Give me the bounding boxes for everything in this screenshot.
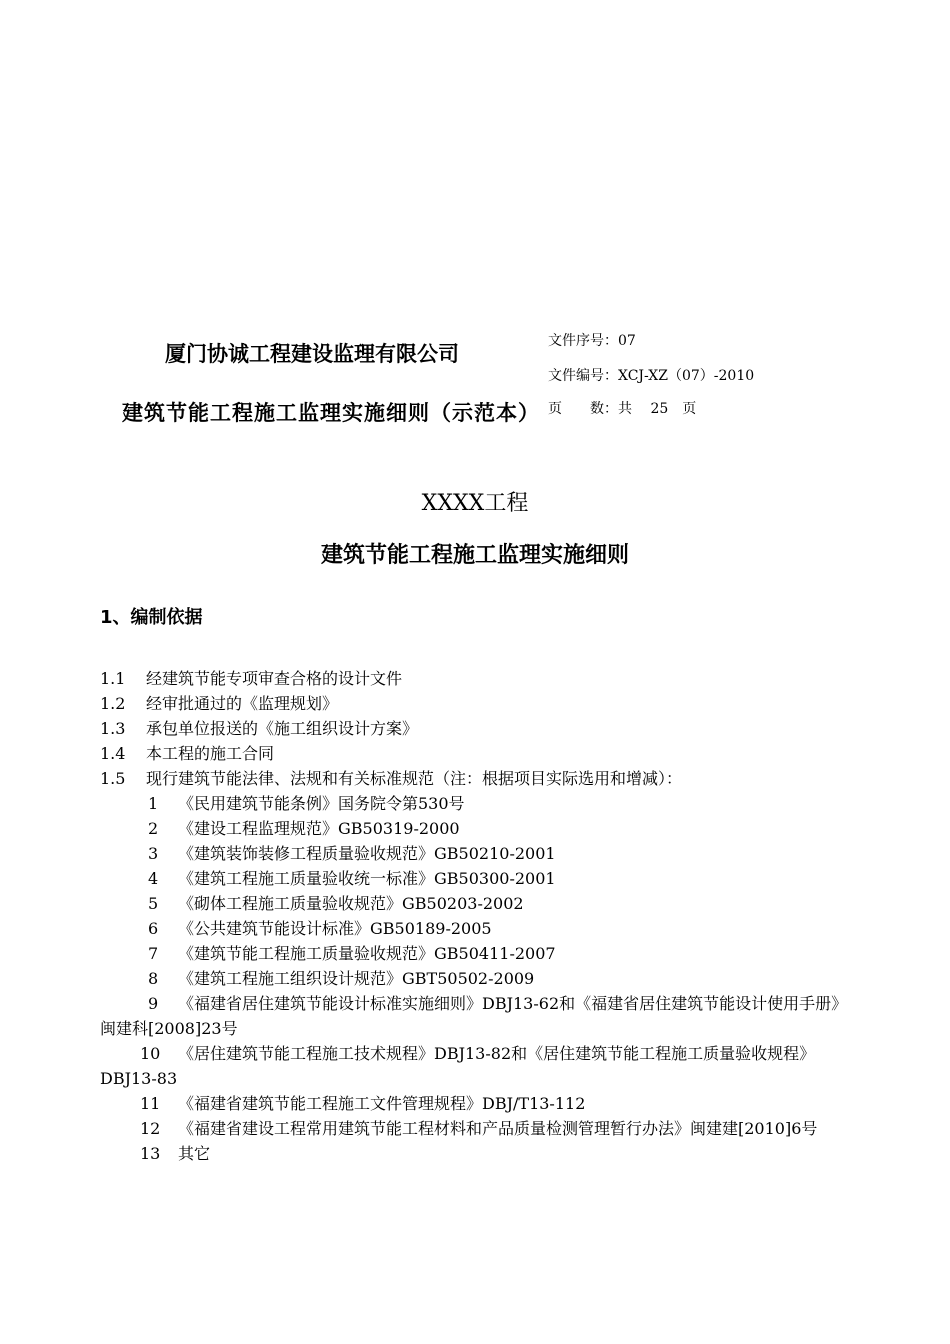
item-number: 1.2 xyxy=(100,694,126,713)
standard-item xyxy=(100,841,852,866)
standard-text: 《建设工程监理规范》GB50319-2000 xyxy=(178,819,460,838)
standard-number: 3 xyxy=(148,844,159,863)
standard-text: 《砌体工程施工质量验收规范》GB50203-2002 xyxy=(178,894,524,913)
standard-item xyxy=(100,1141,852,1166)
item-number: 1.1 xyxy=(100,669,126,688)
standard-text: 《居住建筑节能工程施工技术规程》DBJ13-82和《居住建筑节能工程施工质量验收规程》DBJ13-83 xyxy=(100,1044,816,1088)
list-item xyxy=(100,716,852,741)
standard-text: 《民用建筑节能条例》国务院令第530号 xyxy=(178,794,465,813)
basis-list xyxy=(100,666,852,1166)
standard-item xyxy=(100,866,852,891)
standard-item xyxy=(100,791,852,816)
list-item xyxy=(100,691,852,716)
standard-number: 11 xyxy=(140,1094,161,1113)
item-number: 1.3 xyxy=(100,719,126,738)
standard-number: 2 xyxy=(148,819,159,838)
item-text: 经审批通过的《监理规划》 xyxy=(146,694,339,713)
standard-text: 《建筑节能工程施工质量验收规范》GB50411-2007 xyxy=(178,944,556,963)
standard-item xyxy=(100,966,852,991)
item-number: 1.4 xyxy=(100,744,126,763)
section-heading: 1、编制依据 xyxy=(100,607,203,628)
standard-number: 9 xyxy=(148,994,159,1013)
standard-text: 《福建省建筑节能工程施工文件管理规程》DBJ/T13-112 xyxy=(178,1094,586,1113)
standard-item xyxy=(100,1116,852,1141)
standard-item xyxy=(100,941,852,966)
file-code: 文件编号：XCJ-XZ（07）-2010 xyxy=(548,368,755,384)
standard-text: 《建筑工程施工组织设计规范》GBT50502-2009 xyxy=(178,969,535,988)
item-text: 现行建筑节能法律、法规和有关标准规范（注：根据项目实际选用和增减）： xyxy=(146,769,683,788)
standard-item xyxy=(100,891,852,916)
page-count: 页 数：共 25 页 xyxy=(548,401,697,417)
standard-item xyxy=(100,916,852,941)
item-text: 承包单位报送的《施工组织设计方案》 xyxy=(146,719,419,738)
standard-text: 《建筑装饰装修工程质量验收规范》GB50210-2001 xyxy=(178,844,556,863)
document-title: 建筑节能工程施工监理实施细则 xyxy=(320,543,629,568)
standard-number: 6 xyxy=(148,919,159,938)
list-item xyxy=(100,741,852,766)
standard-number: 12 xyxy=(140,1119,161,1138)
standard-text: 《福建省建设工程常用建筑节能工程材料和产品质量检测管理暂行办法》闽建建[2010]6号 xyxy=(178,1119,818,1138)
standard-item xyxy=(100,991,852,1041)
standard-item xyxy=(100,816,852,841)
item-text: 经建筑节能专项审查合格的设计文件 xyxy=(146,669,403,688)
standard-number: 13 xyxy=(140,1144,161,1163)
standard-number: 7 xyxy=(148,944,159,963)
standard-number: 8 xyxy=(148,969,159,988)
project-title: XXXX工程 xyxy=(421,491,529,516)
standard-item xyxy=(100,1041,852,1091)
standard-number: 5 xyxy=(148,894,159,913)
list-item xyxy=(100,666,852,691)
item-number: 1.5 xyxy=(100,769,126,788)
standard-number: 4 xyxy=(148,869,159,888)
standard-text: 《福建省居住建筑节能设计标准实施细则》DBJ13-62和《福建省居住建筑节能设计使用手册》闽建科[2008]23号 xyxy=(100,994,848,1038)
file-sequence: 文件序号：07 xyxy=(548,333,636,349)
item-text: 本工程的施工合同 xyxy=(146,744,275,763)
standard-item xyxy=(100,1091,852,1116)
standard-number: 10 xyxy=(140,1044,161,1063)
document-subtitle: 建筑节能工程施工监理实施细则（示范本） xyxy=(122,401,540,425)
standard-text: 其它 xyxy=(178,1144,211,1163)
standard-text: 《公共建筑节能设计标准》GB50189-2005 xyxy=(178,919,492,938)
company-name: 厦门协诚工程建设监理有限公司 xyxy=(165,342,459,366)
list-item xyxy=(100,766,852,791)
standard-text: 《建筑工程施工质量验收统一标准》GB50300-2001 xyxy=(178,869,556,888)
standard-number: 1 xyxy=(148,794,159,813)
